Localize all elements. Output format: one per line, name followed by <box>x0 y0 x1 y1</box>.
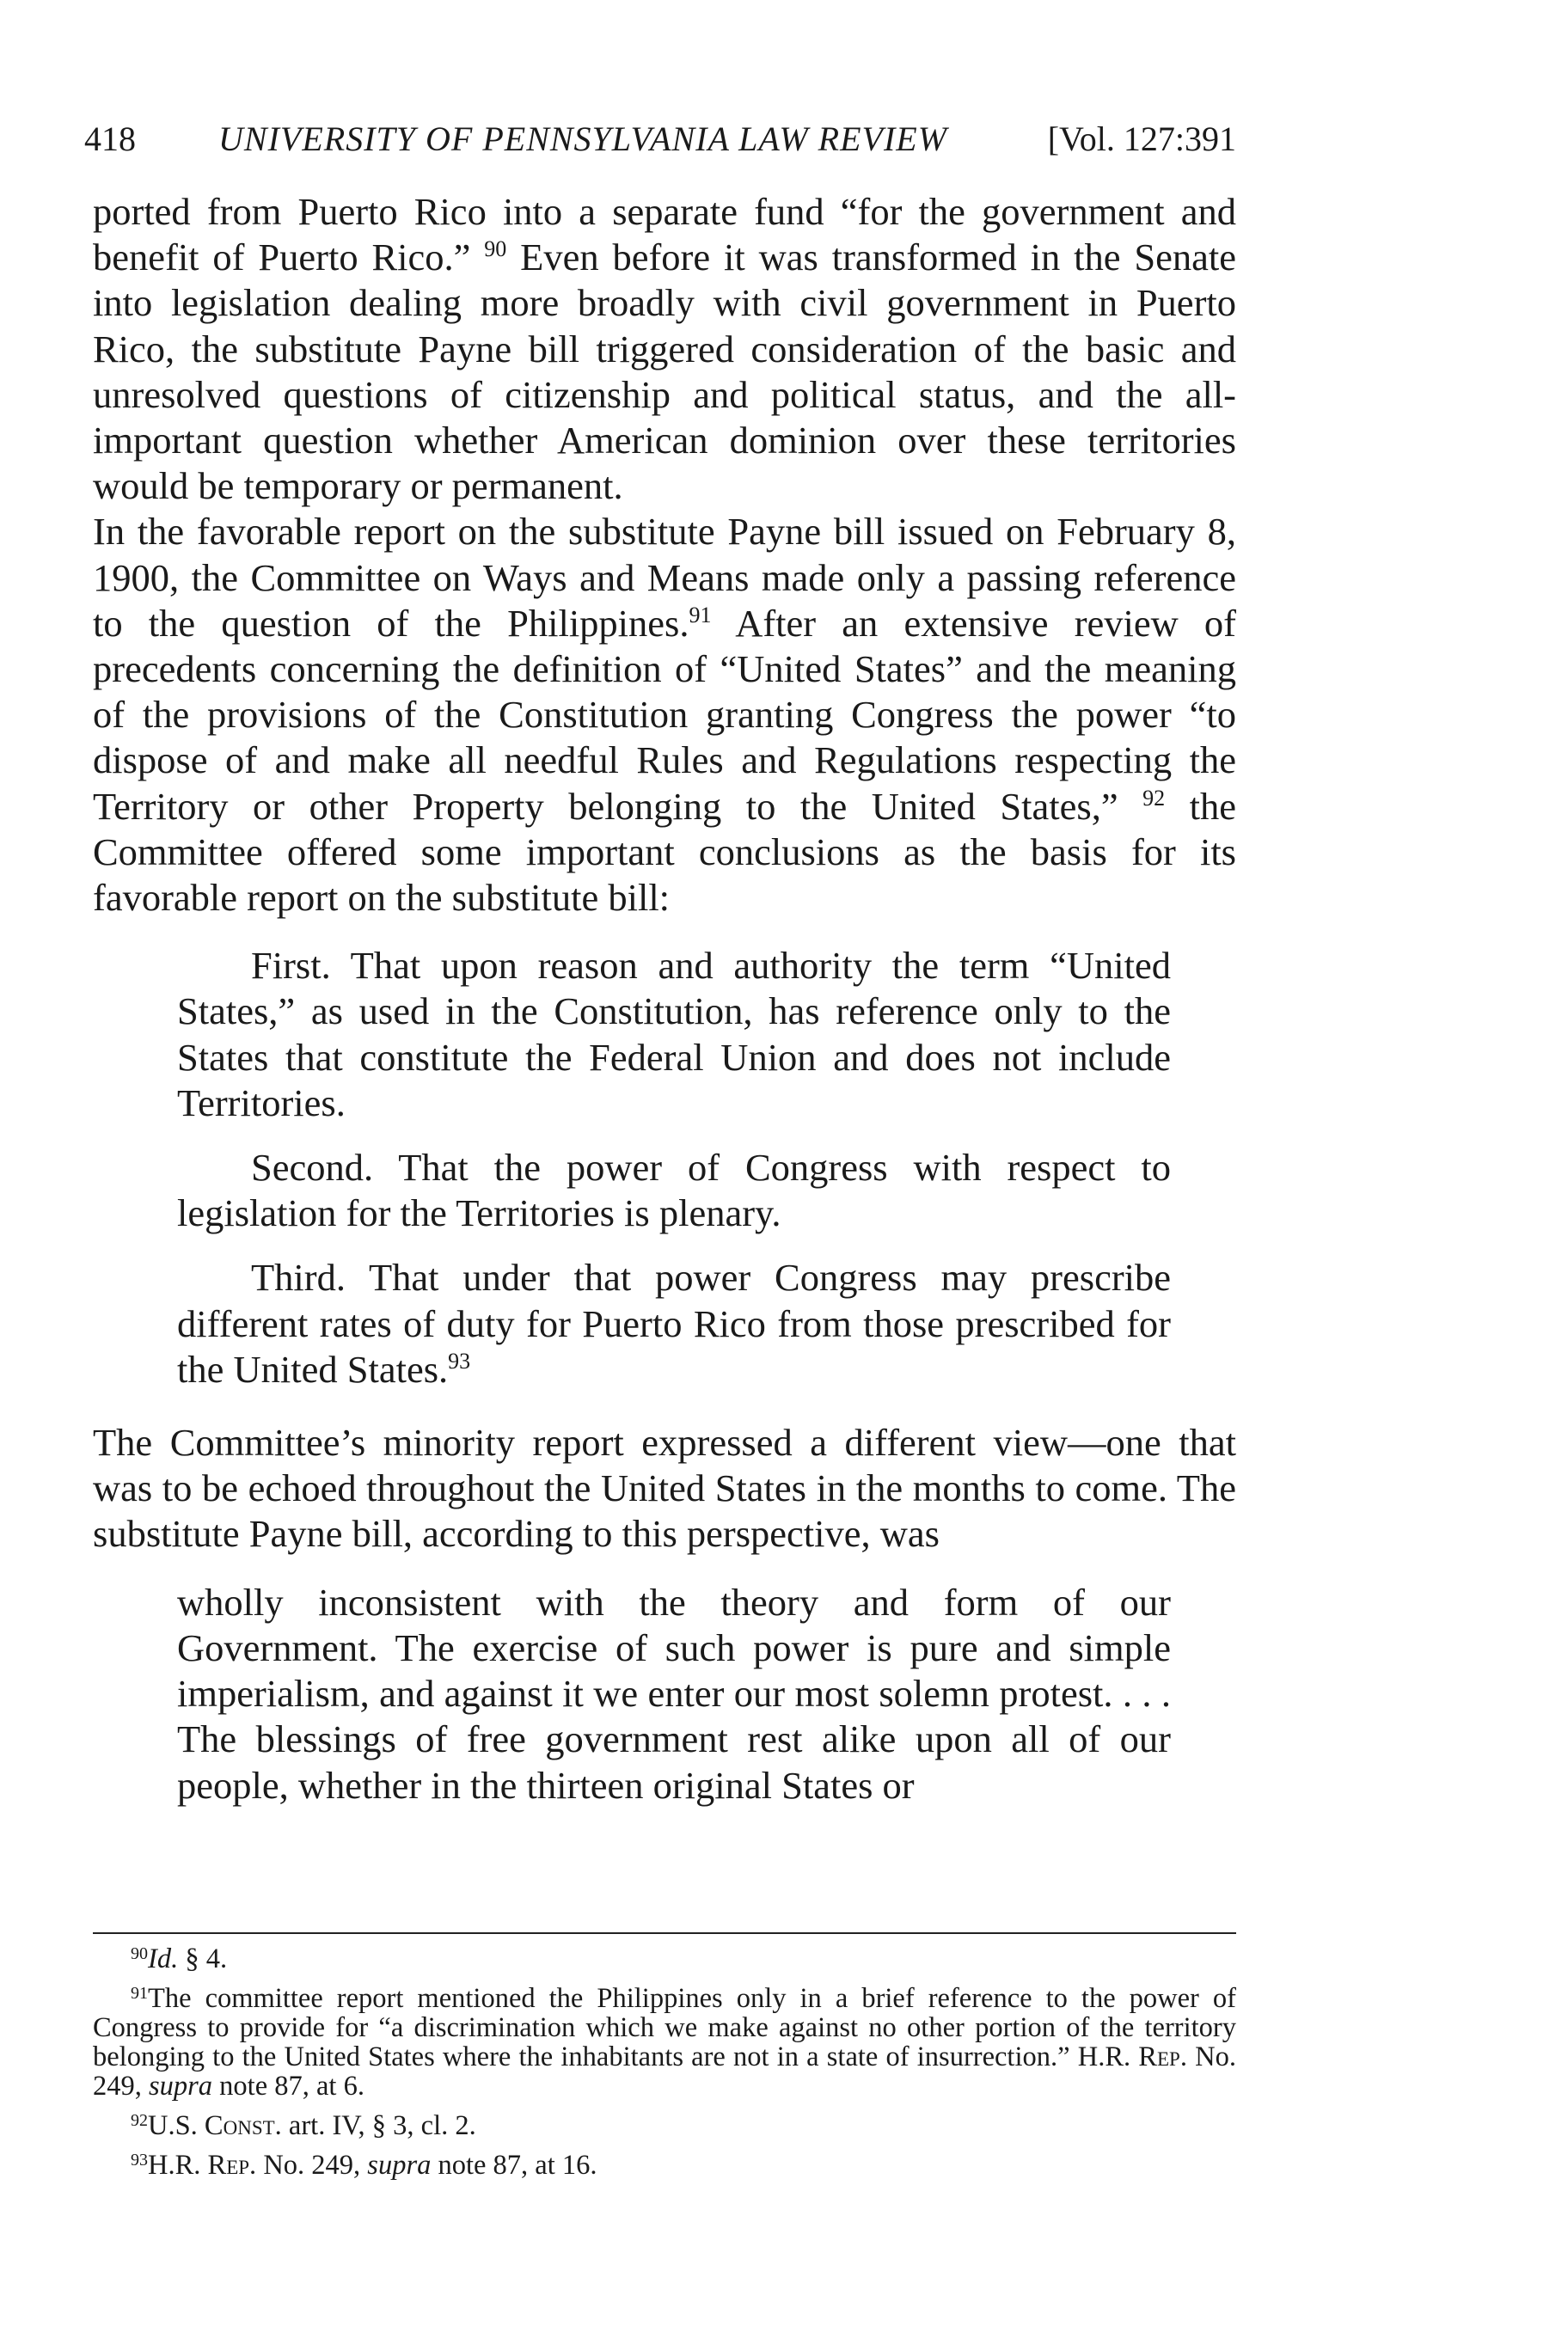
footnote-ref-92: 92 <box>1142 785 1166 811</box>
block-quote-second: Second. That the power of Congress with respect to legislation for the Territories is plenary. <box>177 1146 1171 1235</box>
paragraph-continued: ported from Puerto Rico into a separate fund “for the government and benefit of Puerto Rico.” $^{90}$ Even before it was transformed in the Senate into legislation dealing more broadly with civil government in Puerto Rico, the substitute Payne bill triggered consideration of the basic and unresolved questions of citizenship and political status, and the all-important question whether American dominion over these territories would be temporary or permanent. <box>93 190 1236 508</box>
block-quote-third: Third. That under that power Congress may prescribe different rates of duty for Puerto Rico from those prescribed for the United States.$^{93}$ <box>177 1256 1171 1391</box>
paragraph-committee-report: In the favorable report on the substitute Payne bill issued on February 8, 1900, the Committee on Ways and Means made only a passing reference to the question of the Philippines.$^{91}$ After an extensive review of precedents concerning the definition of “United States” and the meaning of the provisions of the Constitution granting Congress the power “to dispose of and make all needful Rules and Regulations respecting the Territory or other Property belonging to the United States,” $^{92}$ the Committee offered some important conclusions as the basis for its favorable report on the substitute bill: <box>93 510 1237 920</box>
footnote-divider <box>93 1932 1236 1934</box>
footnote-ref-91: 91 <box>689 602 712 627</box>
body-text <box>93 189 1236 1809</box>
footnote-91: $^{91}$The committee report mentioned the Philippines only in a brief reference to the power of Congress to provide for “a discrimination which we make against no other portion of the territory belonging to the United States where the inhabitants are not in a state of insurrection.” H.R. Rep. No. 249, supra note 87, at 6. <box>93 1983 1236 2102</box>
footnote-93: $^{93}$H.R. Rep. No. 249, supra note 87, at 16. <box>131 2150 597 2181</box>
footnote-90: $^{90}$Id. § 4. <box>131 1943 228 1974</box>
footnote-ref-93: 93 <box>448 1348 471 1374</box>
footnote-92: $^{92}$U.S. Const. art. IV, § 3, cl. 2. <box>131 2110 476 2141</box>
journal-title: UNIVERSITY OF PENNSYLVANIA LAW REVIEW <box>218 119 948 158</box>
block-quote-minority: wholly inconsistent with the theory and form of our Government. The exercise of such power is pure and simple imperialism, and against it we enter our most solemn protest. . . . The blessings of free government rest alike upon all of our people, whether in the thirteen original States or <box>177 1580 1171 1807</box>
running-header <box>84 113 1236 165</box>
footnotes <box>93 1944 1236 2190</box>
page-number: 418 <box>84 119 136 158</box>
volume-citation: [Vol. 127:391 <box>1047 119 1236 158</box>
paragraph-minority-report: The Committee’s minority report expressed a different view—one that was to be echoed throughout the United States in the months to come. The substitute Payne bill, according to this perspective, was <box>93 1421 1236 1556</box>
block-quote-first: First. That upon reason and authority the term “United States,” as used in the Constitution, has reference only to the States that constitute the Federal Union and does not include Territories. <box>177 944 1171 1124</box>
footnote-ref-90: 90 <box>484 236 507 262</box>
